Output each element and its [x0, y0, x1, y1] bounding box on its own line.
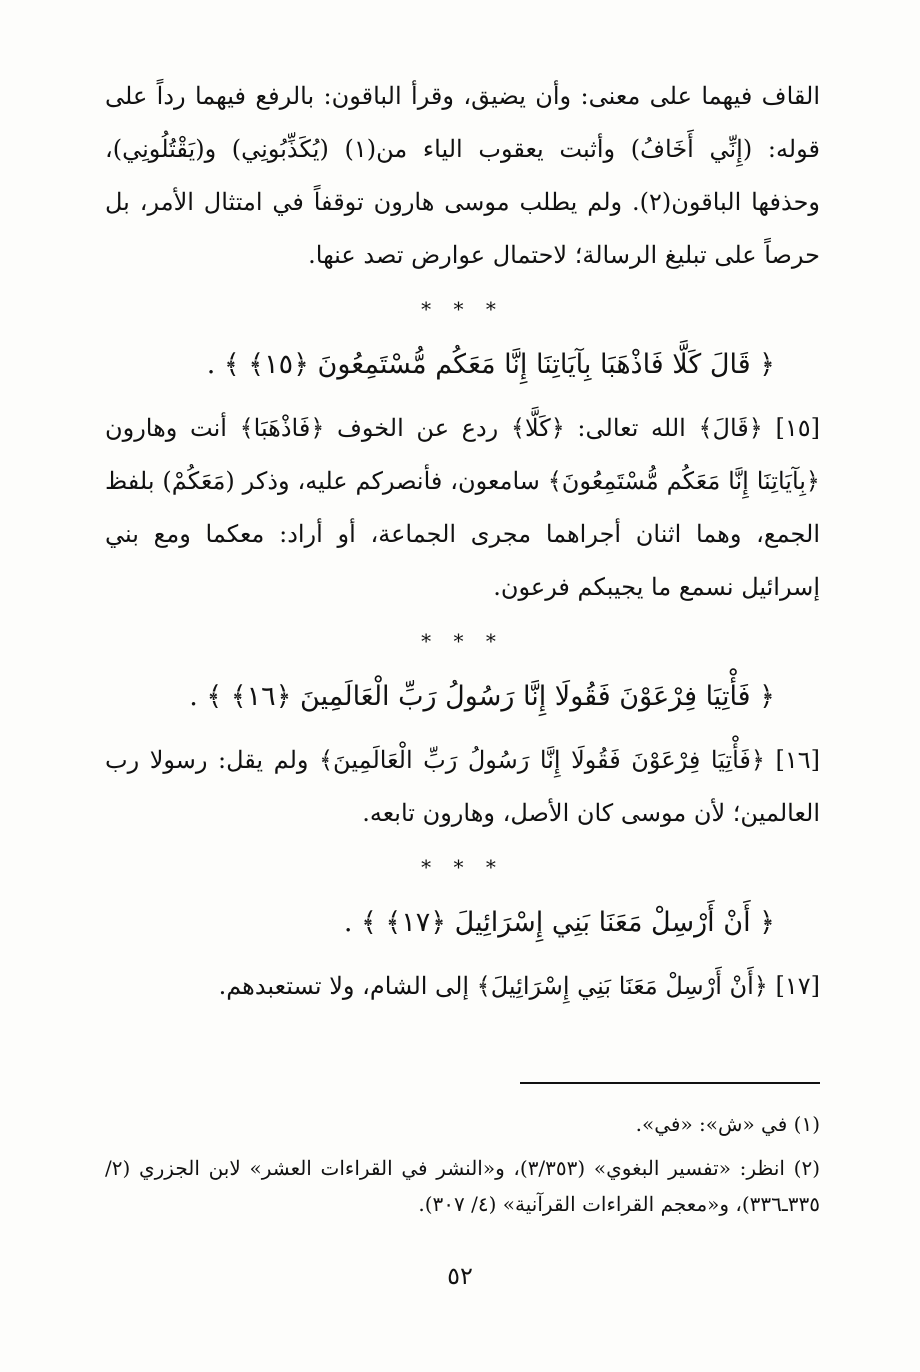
commentary-15: [١٥] ﴿قَالَ﴾ الله تعالى: ﴿كَلَّا﴾ ردع عن الخوف ﴿فَاذْهَبَا﴾ أنت وهارون ﴿بِآيَاتِنَا إِنَّا مَعَكُم مُّسْتَمِعُونَ﴾ سامعون، فأنصركم عليه، وذكر (مَعَكُمْ) بلفظ الجمع، وهما اثنان أجراهما مجرى الجماعة، أو أراد: معكما ومع بني إسرائيل نسمع ما يجيبكم فرعون. — [105, 414, 820, 601]
page-body — [105, 70, 820, 1013]
verse-17: ﴿ أَنْ أَرْسِلْ مَعَنَا بَنِي إِسْرَائِيلَ ﴿١٧﴾ ﴾ . — [343, 907, 775, 938]
commentary-16: [١٦] ﴿فَأْتِيَا فِرْعَوْنَ فَقُولَا إِنَّا رَسُولُ رَبِّ الْعَالَمِينَ﴾ ولم يقل: رسولا رب العالمين؛ لأن موسى كان الأصل، وهارون تابعه. — [105, 746, 820, 827]
section-divider: * * * — [421, 855, 504, 879]
paragraph-intro: القاف فيهما على معنى: وأن يضيق، وقرأ الباقون: بالرفع فيهما رداً على قوله: (إِنِّي أَخَافُ) وأثبت يعقوب الياء من(١) (يُكَذِّبُونِي) و(يَقْتُلُونِي)، وحذفها الباقون(٢). ولم يطلب موسى هارون توقفاً في امتثال الأمر، بل حرصاً على تبليغ الرسالة؛ لاحتمال عوارض تصد عنها. — [105, 82, 820, 269]
section-divider: * * * — [421, 297, 504, 321]
footnote-separator — [520, 1082, 820, 1084]
footnote-1: (١) في «ش»: «في». — [635, 1112, 820, 1136]
footnote-2: (٢) انظر: «تفسير البغوي» (٣/٣٥٣)، و«النشر في القراءات العشر» لابن الجزري (٢/ ٣٣٥ـ٣٣٦)، و«معجم القراءات القرآنية» (٤/ ٣٠٧). — [105, 1156, 820, 1216]
verse-16: ﴿ فَأْتِيَا فِرْعَوْنَ فَقُولَا إِنَّا رَسُولُ رَبِّ الْعَالَمِينَ ﴿١٦﴾ ﴾ . — [189, 681, 775, 712]
verse-15: ﴿ قَالَ كَلَّا فَاذْهَبَا بِآيَاتِنَا إِنَّا مَعَكُم مُّسْتَمِعُونَ ﴿١٥﴾ ﴾ . — [206, 349, 775, 380]
section-divider: * * * — [421, 629, 504, 653]
commentary-17: [١٧] ﴿أَنْ أَرْسِلْ مَعَنَا بَنِي إِسْرَائِيلَ﴾ إلى الشام، ولا تستعبدهم. — [218, 972, 820, 1000]
page-number: ٥٢ — [447, 1262, 473, 1290]
